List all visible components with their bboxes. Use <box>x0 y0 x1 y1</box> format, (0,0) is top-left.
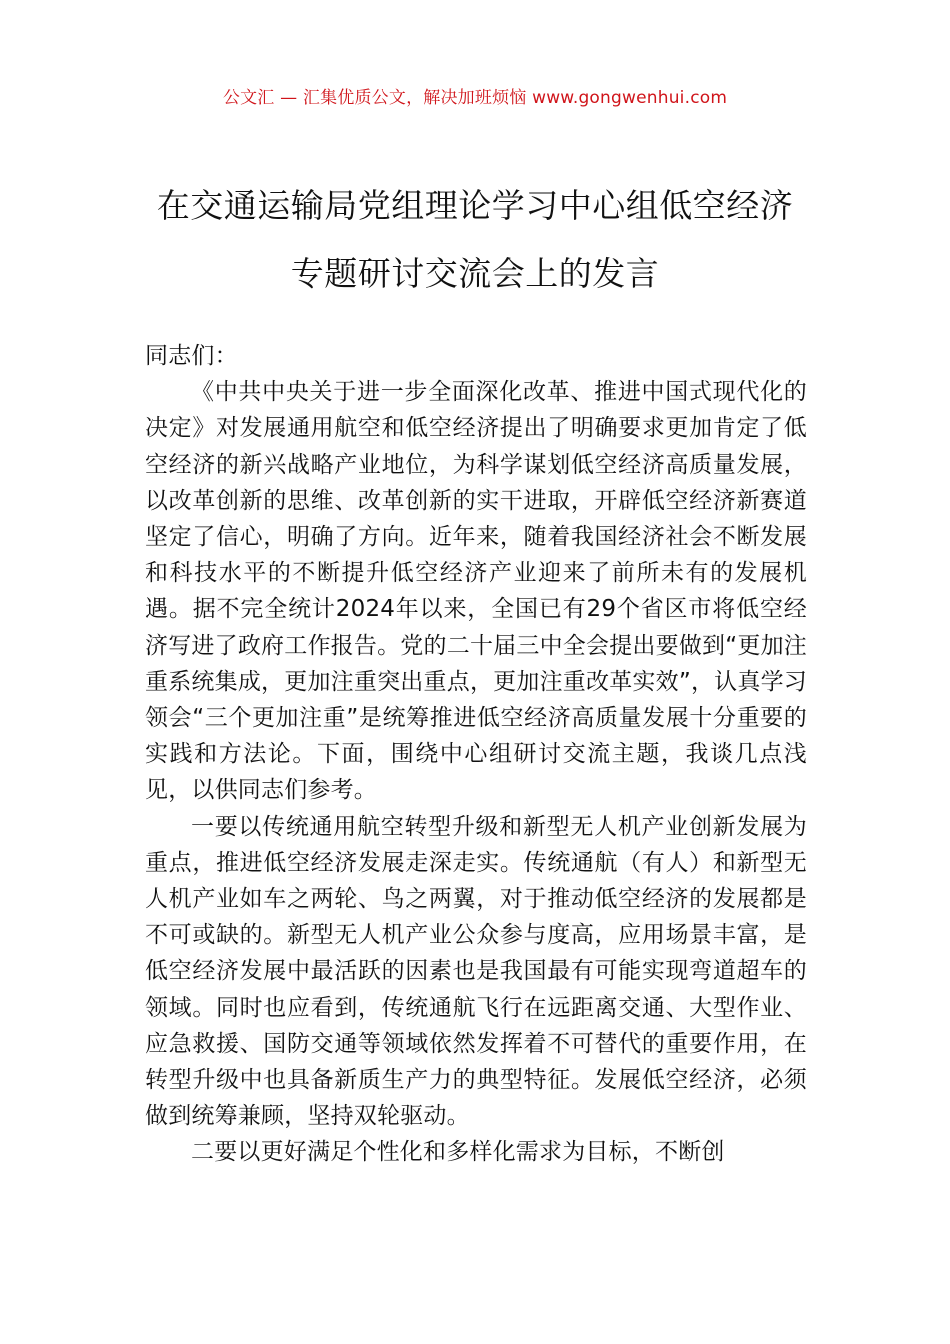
document-title: 在交通运输局党组理论学习中心组低空经济专题研讨交流会上的发言 <box>156 186 794 293</box>
paragraph-2: 一要以传统通用航空转型升级和新型无人机产业创新发展为重点，推进低空经济发展走深走实。传统通航（有人）和新型无人机产业如车之两轮、鸟之两翼，对于推动低空经济的发展都是不可或缺的。新型无人机产业公众参与度高，应用场景丰富，是低空经济发展中最活跃的因素也是我国最有可能实现弯道超车的领域。同时也应看到，传统通航飞行在远距离交通、大型作业、应急救援、国防交通等领域依然发挥着不可替代的重要作用，在转型升级中也具备新质生产力的典型特征。发展低空经济，必须做到统筹兼顾，坚持双轮驱动。 <box>145 813 807 1130</box>
document-body <box>145 338 807 1171</box>
paragraph-3: 二要以更好满足个性化和多样化需求为目标，不断创 <box>191 1139 725 1166</box>
watermark-header: 公文汇 — 汇集优质公文，解决加班烦恼 www.gongwenhui.com <box>222 88 728 108</box>
paragraph-1: 《中共中央关于进一步全面深化改革、推进中国式现代化的决定》对发展通用航空和低空经济提出了明确要求更加肯定了低空经济的新兴战略产业地位，为科学谋划低空经济高质量发展，以改革创新的思维、改革创新的实干进取，开辟低空经济新赛道坚定了信心，明确了方向。近年来，随着我国经济社会不断发展和科技水平的不断提升低空经济产业迎来了前所未有的发展机遇。据不完全统计2024年以来，全国已有29个省区市将低空经济写进了政府工作报告。党的二十届三中全会提出要做到“更加注重系统集成，更加注重突出重点，更加注重改革实效”，认真学习领会“三个更加注重”是统筹推进低空经济高质量发展十分重要的实践和方法论。下面，围绕中心组研讨交流主题，我谈几点浅见，以供同志们参考。 <box>145 379 807 804</box>
salutation: 同志们： <box>145 343 238 369</box>
